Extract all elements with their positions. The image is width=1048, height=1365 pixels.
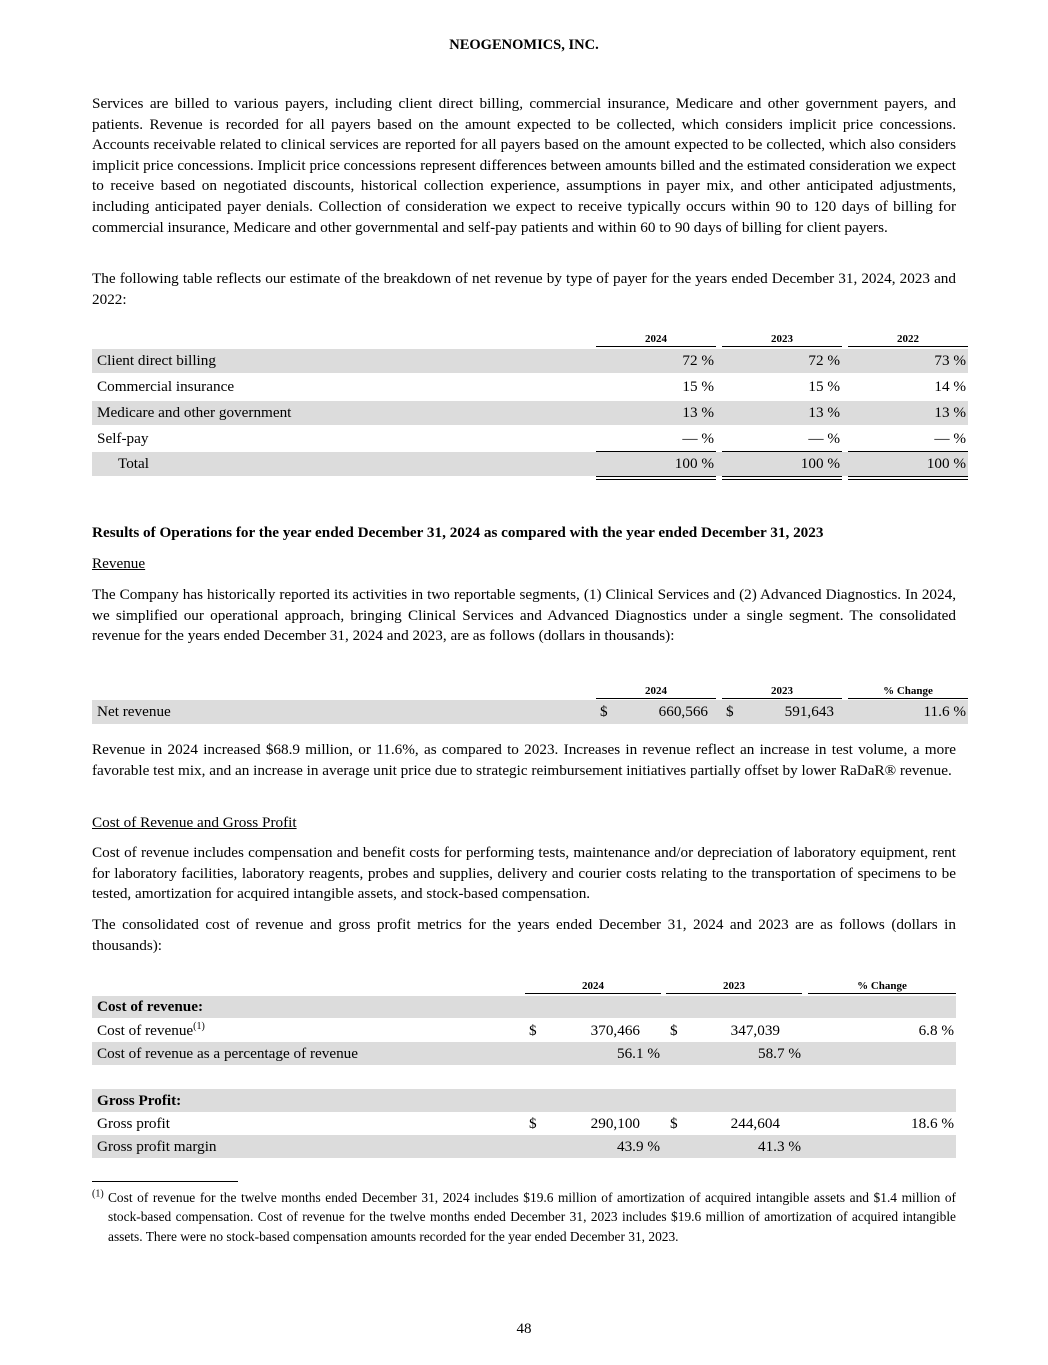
cost-percentage-row <box>92 1042 956 1065</box>
value-2023: 347,039 <box>730 1022 780 1039</box>
value-2022: 73 % <box>934 352 966 369</box>
revenue-paragraph: The Company has historically reported its activities in two reportable segments, (1) Clinical Services and (2) Advanced Diagnostics. In 2024, we simplified our operational approach, bringing Clinical Services and Advanced Diagnostics under a single segment. The consolidated revenue for the years ended December 31, 2024 and 2023, are as follows (dollars in thousands): <box>92 586 956 645</box>
section-label: Cost of revenue: <box>97 998 204 1015</box>
row-label: Medicare and other government <box>97 404 292 421</box>
dollar-sign: $ <box>529 1022 537 1039</box>
payer-row-commercial <box>92 375 968 399</box>
footnote-text: Cost of revenue for the twelve months ended December 31, 2024 includes $19.6 million of amortization of acquired intangible assets and $1.4 million of stock-based compensation. Cost of revenue for the twelve months ended December 31, 2023 includes $19.6 million of amortization of acquired intangible assets. There were no stock-based compensation amounts recorded for the year ended December 31, 2023. <box>108 1190 956 1244</box>
value-2024: 15 % <box>682 378 714 395</box>
value-change: 6.8 % <box>918 1022 954 1039</box>
payer-header-2023: 2023 <box>771 333 793 345</box>
row-label: Cost of revenue$^{(1)}$ <box>97 1020 205 1039</box>
revenue-discussion: Revenue in 2024 increased $68.9 million, or 11.6%, as compared to 2023. Increases in revenue reflect an increase in test volume, a more favorable test mix, and an increase in average unit price due to strategic reimbursement initiatives partially offset by lower RaDaR® revenue. <box>92 741 956 779</box>
row-label: Gross profit margin <box>97 1138 217 1155</box>
row-label: Total <box>118 455 149 472</box>
intro-paragraph-1: Services are billed to various payers, including client direct billing, commercial insurance, Medicare and other government payers, and patients. Revenue is recorded for all payers based on the amount expected to be collected, which considers implicit price concessions. Accounts receivable related to clinical services are reported for all payers based on the amount expected to be collected, which also considers implicit price concessions. Implicit price concessions represent differences between amounts billed and the estimated consideration we expect to receive based on negotiated discounts, historical collection experience, assumptions in payer mix, and other anticipated adjustments, including anticipated payer denials. Collection of consideration we expect to receive typically occurs within 90 to 120 days of billing for commercial insurance, Medicare and other governmental and self-pay patients and within 60 to 90 days of billing for client payers. <box>92 95 956 236</box>
payer-row-client-direct <box>92 349 968 373</box>
row-label: Cost of revenue as a percentage of revenue <box>97 1045 359 1062</box>
value-change: 18.6 % <box>910 1115 954 1132</box>
value-2023: 13 % <box>808 404 840 421</box>
value-2024: 660,566 <box>658 703 708 720</box>
value-2024: 72 % <box>682 352 714 369</box>
value-2024: — % <box>682 430 714 447</box>
value-2024: 290,100 <box>590 1115 640 1132</box>
footnote-divider <box>92 1181 238 1182</box>
cost-section-header <box>92 996 956 1018</box>
gross-margin-row <box>92 1135 956 1158</box>
section-label: Gross Profit: <box>97 1092 182 1109</box>
footnote-ref: (1) <box>193 1020 205 1032</box>
row-label: Commercial insurance <box>97 378 235 395</box>
value-2023: 244,604 <box>730 1115 780 1132</box>
cost-subheading: Cost of Revenue and Gross Profit <box>92 814 297 831</box>
gross-profit-section-header <box>92 1089 956 1112</box>
row-label: Client direct billing <box>97 352 216 369</box>
dollar-sign: $ <box>726 703 734 720</box>
cost-of-revenue-row <box>92 1019 956 1042</box>
payer-row-total <box>92 452 968 476</box>
value-2022: — % <box>934 430 966 447</box>
cost-paragraph-2: The consolidated cost of revenue and gross profit metrics for the years ended December 31, 2024 and 2023 are as follows (dollars in thousands): <box>92 916 956 954</box>
payer-header-2022: 2022 <box>897 333 919 345</box>
value-2022: 100 % <box>926 455 966 472</box>
gross-profit-row <box>92 1112 956 1135</box>
row-label: Self-pay <box>97 430 149 447</box>
page-number: 48 <box>516 1321 532 1337</box>
row-label: Net revenue <box>97 703 171 720</box>
value-2024: 43.9 % <box>616 1138 660 1155</box>
row-label: Gross profit <box>97 1115 170 1132</box>
revenue-header-change: % Change <box>883 685 933 697</box>
footnote-marker: (1) <box>92 1188 104 1200</box>
value-2023: 15 % <box>808 378 840 395</box>
value-2024: 13 % <box>682 404 714 421</box>
value-change: 11.6 % <box>923 703 966 720</box>
cost-header-change: % Change <box>857 980 907 992</box>
payer-header-2024: 2024 <box>645 333 667 345</box>
payer-row-self-pay <box>92 427 968 451</box>
dollar-sign: $ <box>670 1115 678 1132</box>
value-2023: 58.7 % <box>757 1045 801 1062</box>
dollar-sign: $ <box>670 1022 678 1039</box>
dollar-sign: $ <box>600 703 608 720</box>
value-2024: 56.1 % <box>616 1045 660 1062</box>
results-heading: Results of Operations for the year ended December 31, 2024 as compared with the year ended December 31, 2023 <box>92 524 824 541</box>
cost-paragraph-1: Cost of revenue includes compensation and benefit costs for performing tests, maintenance and/or depreciation of laboratory equipment, rent for laboratory facilities, laboratory reagents, probes and supplies, delivery and courier costs relating to the transportation of specimens to be tested, amortization for acquired intangible assets, and stock-based compensation. <box>92 844 956 903</box>
value-2024: 100 % <box>674 455 714 472</box>
dollar-sign: $ <box>529 1115 537 1132</box>
revenue-subheading: Revenue <box>92 555 146 572</box>
intro-paragraph-2: The following table reflects our estimate of the breakdown of net revenue by type of payer for the years ended December 31, 2024, 2023 and 2022: <box>92 270 956 308</box>
value-2023: 591,643 <box>784 703 834 720</box>
value-2023: — % <box>808 430 840 447</box>
cost-header-2023: 2023 <box>723 980 745 992</box>
payer-row-medicare <box>92 401 968 425</box>
footnote <box>92 1188 956 1246</box>
revenue-header-2023: 2023 <box>771 685 793 697</box>
value-2022: 14 % <box>934 378 966 395</box>
value-2024: 370,466 <box>590 1022 640 1039</box>
cost-header-2024: 2024 <box>582 980 604 992</box>
net-revenue-row <box>92 700 968 724</box>
revenue-header-2024: 2024 <box>645 685 667 697</box>
value-2023: 100 % <box>800 455 840 472</box>
company-header: NEOGENOMICS, INC. <box>449 37 599 53</box>
value-2023: 72 % <box>808 352 840 369</box>
value-2023: 41.3 % <box>757 1138 801 1155</box>
value-2022: 13 % <box>934 404 966 421</box>
